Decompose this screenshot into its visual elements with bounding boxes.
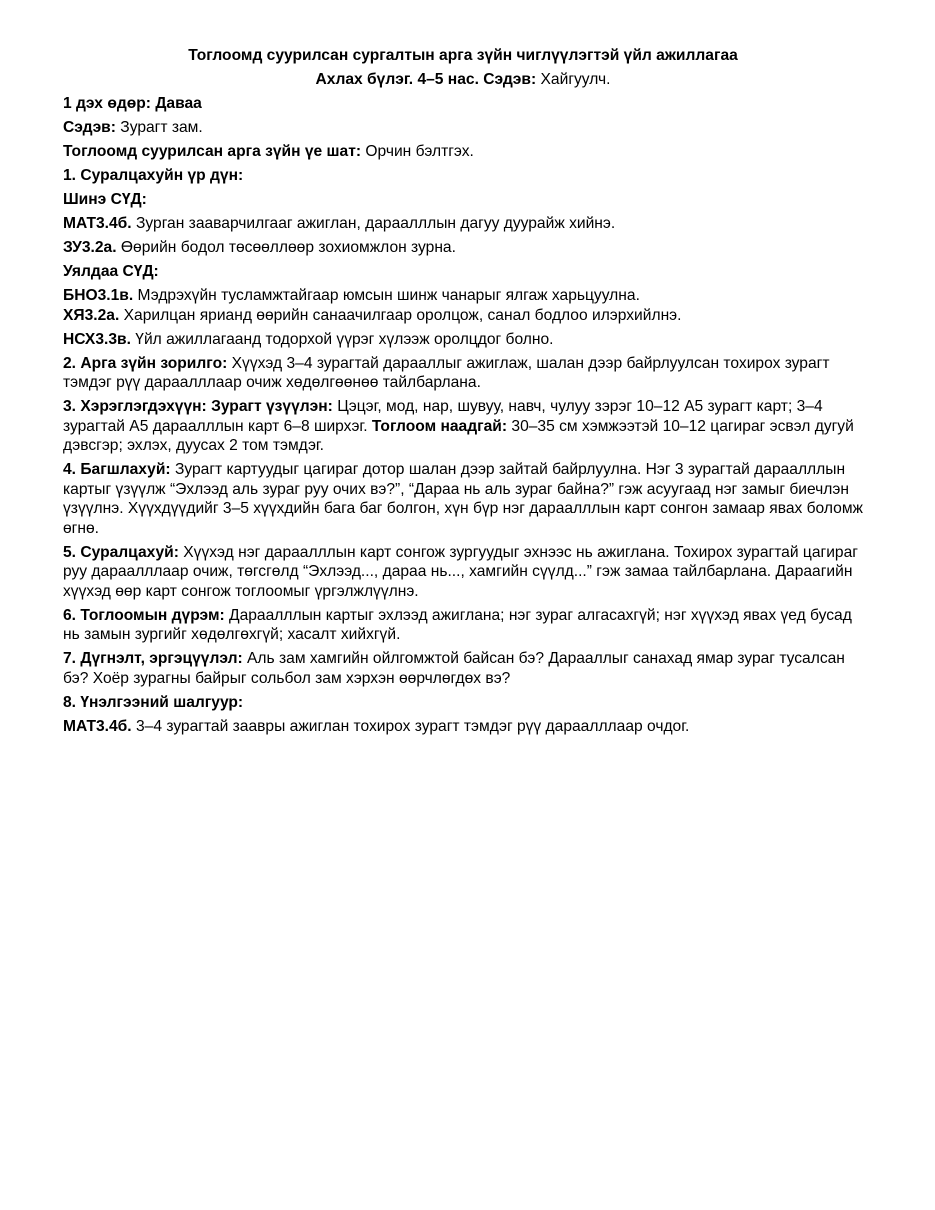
materials-text: Цэцэг, мод, нар, шувуу, навч, чулуу зэрэг 10–12 А5 зурагт карт; 3–4 зурагтай А5 дараалллын карт 6–8 ширхэг. [63,398,823,435]
learner-label: 5. Суралцахуй: [63,543,179,561]
learner-text: Хүүхэд нэг дараалллын карт сонгож зургуудыг эхнээс нь ажиглана. Тохирох зурагтай цагираг руу дараалллаар очиж, төгсгөлд “Эхлээд..., дараа нь..., хамгийн сүүлд...” гэж замаа тайлбарлана. Дараагийн хүүхэд өөр карт сонгож тоглоомыг үргэлжлүүлнэ. [63,543,858,600]
summary-section [63,649,863,688]
assessment-code: МАТ3.4б. [63,717,132,735]
outcome-text: Үйл ажиллагаанд тодорхой үүрэг хүлээж оролцдог болно. [130,330,554,348]
outcome-text: Харилцан яриaнд өөрийн санаачилгаар оролцож, санал бодлоо илэрхийлнэ. [119,306,682,324]
day-label: 1 дэх өдөр: Даваа [63,95,202,112]
day-heading [63,94,863,114]
materials-section [63,397,863,456]
topic-line [63,118,863,138]
outcome-text: Өөрийн бодол төсөөллөөр зохиомжлон зурна. [116,239,456,256]
linked-outcome-item [63,306,863,326]
assessment-heading [63,693,863,713]
rules-label: 6. Тоглоомын дүрэм: [63,606,225,624]
goal-label: 2. Арга зүйн зорилго: [63,354,228,372]
goal-section [63,354,863,393]
summary-label: 7. Дүгнэлт, эргэцүүлэл: [63,650,243,667]
learner-section [63,543,863,602]
new-outcomes-heading-text: Шинэ СҮД: [63,191,147,208]
teacher-section [63,460,863,538]
outcome-text: Мэдрэхүйн тусламжтайгаар юмсын шинж чанарыг ялгаж харьцуулна. [133,287,640,304]
outcome-code: НСХ3.3в. [63,330,131,348]
stage-value: Орчин бэлтгэх. [361,143,474,160]
outcome-code: ХЯ3.2а. [63,306,120,324]
topic-label: Сэдэв: [63,119,116,136]
stage-line [63,142,863,162]
outcome-text: Зурган зааварчилгааг ажиглан, дараалллын дагуу дуурайж хийнэ. [131,215,616,232]
new-outcomes-heading [63,190,863,210]
subtitle-label: Ахлах бүлэг. 4–5 нас. Сэдэв: [315,70,537,88]
outcomes-heading-text: 1. Суралцахуйн үр дүн: [63,167,244,184]
subtitle-value: Хайгуулч. [536,70,611,88]
new-outcome-item [63,238,863,258]
linked-outcomes-heading [63,262,863,282]
teacher-label: 4. Багшлахуй: [63,461,171,478]
materials-label: 3. Хэрэглэгдэхүүн: Зурагт үзүүлэн: [63,398,333,415]
assessment-heading-text: 8. Үнэлгээний шалгуур: [63,693,244,711]
document-page [63,46,863,736]
linked-outcomes-heading-text: Уялдаа СҮД: [63,263,159,280]
goal-text: Хүүхэд 3–4 зурагтай дарааллыг ажиглаж, шалан дээр байрлуулсан тохирох зурагт тэмдэг рүү дараалллаар очиж хөдөлгөөнөө тайлбарлана. [63,354,830,391]
new-outcome-item [63,214,863,234]
rules-section [63,606,863,645]
toys-text: 30–35 см хэмжээтэй 10–12 цагираг эсвэл дугуй дэвсгэр; эхлэх, дуусах 2 том тэмдэг. [63,417,854,454]
toys-label: Тоглоом наадгай: [367,417,508,435]
linked-outcome-item [63,330,863,350]
document-title: Тоглоомд суурилсан сургалтын арга зүйн чиглүүлэгтэй үйл ажиллагаа [188,47,738,64]
rules-text: Дараалллын картыг эхлээд ажиглана; нэг зураг алгасахгүй; нэг хүүхэд явах үед бусад нь замын зургийг хөдөлгөхгүй; хасалт хийхгүй. [63,606,852,643]
stage-label: Тоглоомд суурилсан арга зүйн үе шат: [63,143,362,160]
outcomes-heading [63,166,863,186]
outcome-code: ЗУ3.2а. [63,239,117,256]
teacher-text: Зурагт картуудыг цагираг дотор шалан дээр зайтай байрлуулна. Нэг 3 зурагтай дараалллын картыг үзүүлж “Эхлээд аль зураг руу очих вэ?”, “Дараа нь аль зураг байна?” гэж асуугаад нэг замыг биечлэн үзүүлнэ. Хүүхдүүдийг 3–5 хүүхдийн бага баг болгон, хүн бүр нэг дараалллын карт сонгон замаар явах боломж өгнө. [63,461,863,537]
outcome-code: МАТ3.4б. [63,215,132,232]
assessment-item [63,717,863,737]
summary-text: Аль зам хамгийн ойлгомжтой байсан бэ? Дарааллыг санахад ямар зураг тусалсан бэ? Хоёр зурагны байрыг сольбол зам хэрхэн өөрчлөгдөх вэ? [63,650,845,687]
linked-outcome-item [63,286,863,306]
topic-value: Зурагт зам. [115,119,203,136]
document-subtitle [63,70,863,90]
assessment-text: 3–4 зурагтай заавры ажиглан тохирох зурагт тэмдэг рүү дараалллаар очдог. [131,717,690,735]
outcome-code: БНО3.1в. [63,287,134,304]
